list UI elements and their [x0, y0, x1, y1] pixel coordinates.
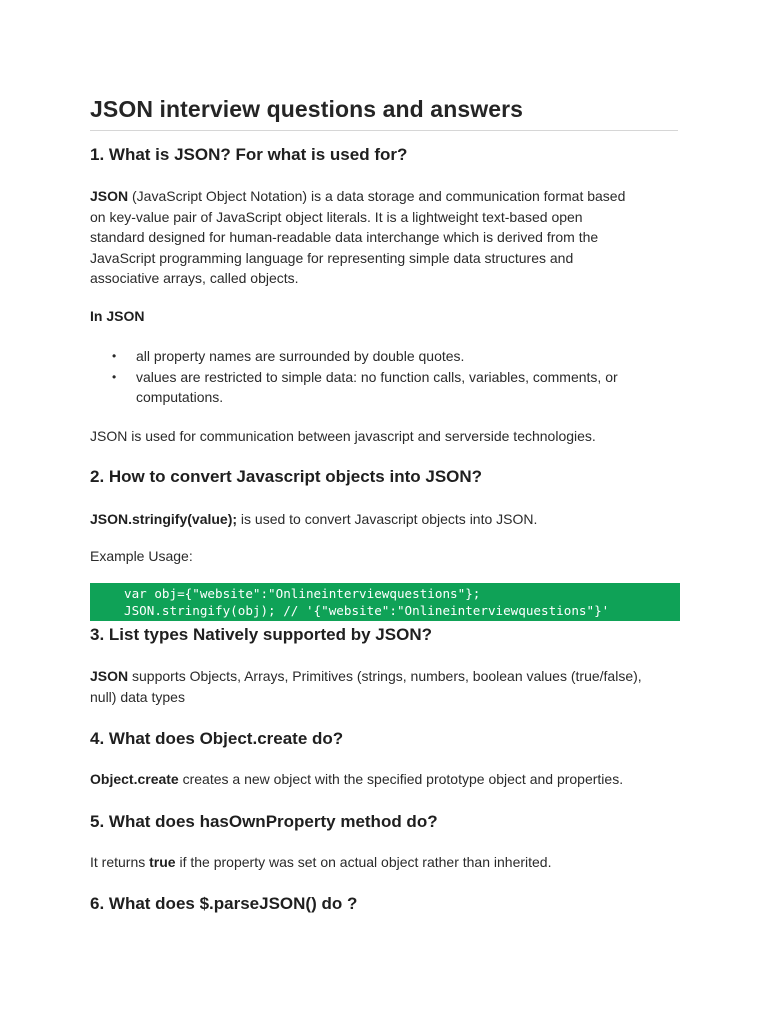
question-1-summary: JSON is used for communication between javascript and serverside technologies.	[90, 428, 596, 444]
list-item-text-continued: computations.	[136, 389, 224, 406]
question-5-paragraph	[90, 852, 680, 873]
question-2-paragraph	[90, 509, 680, 530]
q3-line-2: null) data types	[90, 688, 185, 705]
question-1-paragraph	[90, 186, 680, 289]
q1-line-5: associative arrays, called objects.	[90, 270, 299, 287]
code-block	[90, 583, 680, 621]
question-4-heading: 4. What does Object.create do?	[90, 729, 344, 748]
example-usage-label: Example Usage:	[90, 548, 193, 564]
q1-line-1: (JavaScript Object Notation) is a data storage and communication format based	[128, 188, 626, 204]
q5-text-pre: It returns	[90, 854, 150, 870]
json-term: JSON	[90, 188, 129, 204]
true-term: true	[149, 854, 176, 870]
list-item-text: all property names are surrounded by double quotes.	[136, 348, 465, 364]
json-rules-list	[90, 346, 680, 408]
title-divider	[90, 130, 678, 131]
bullet-icon: •	[112, 369, 117, 384]
stringify-term: JSON.stringify(value);	[90, 511, 238, 527]
question-6-heading: 6. What does $.parseJSON() do ?	[90, 894, 358, 913]
question-2-heading: 2. How to convert Javascript objects into JSON?	[90, 467, 483, 486]
list-item	[90, 367, 680, 408]
q5-text-rest: if the property was set on actual object rather than inherited.	[175, 854, 552, 870]
list-item-text: values are restricted to simple data: no function calls, variables, comments, or	[136, 368, 618, 385]
question-3-paragraph	[90, 666, 680, 707]
q1-line-4: JavaScript programming language for representing simple data structures and	[90, 249, 574, 266]
list-item	[90, 346, 680, 367]
q2-text: is used to convert Javascript objects into JSON.	[237, 511, 538, 527]
q3-line-1: supports Objects, Arrays, Primitives (strings, numbers, boolean values (true/false),	[128, 668, 642, 684]
question-4-paragraph	[90, 769, 680, 790]
code-line-1: var obj={"website":"Onlineinterviewquestions"};	[124, 586, 481, 601]
q4-text: creates a new object with the specified prototype object and properties.	[178, 771, 624, 787]
q1-line-2: on key-value pair of JavaScript object literals. It is a lightweight text-based open	[90, 208, 583, 225]
q1-line-3: standard designed for human-readable data interchange which is derived from the	[90, 229, 599, 246]
question-1-heading: 1. What is JSON? For what is used for?	[90, 145, 408, 164]
bullet-icon: •	[112, 349, 117, 363]
page-title: JSON interview questions and answers	[90, 96, 524, 122]
json-term: JSON	[90, 668, 129, 684]
question-5-heading: 5. What does hasOwnProperty method do?	[90, 812, 438, 831]
question-3-heading: 3. List types Natively supported by JSON?	[90, 625, 432, 644]
object-create-term: Object.create	[90, 771, 179, 787]
code-line-2: JSON.stringify(obj); // '{"website":"Onlineinterviewquestions"}'	[124, 602, 610, 618]
in-json-subheading: In JSON	[90, 308, 145, 324]
